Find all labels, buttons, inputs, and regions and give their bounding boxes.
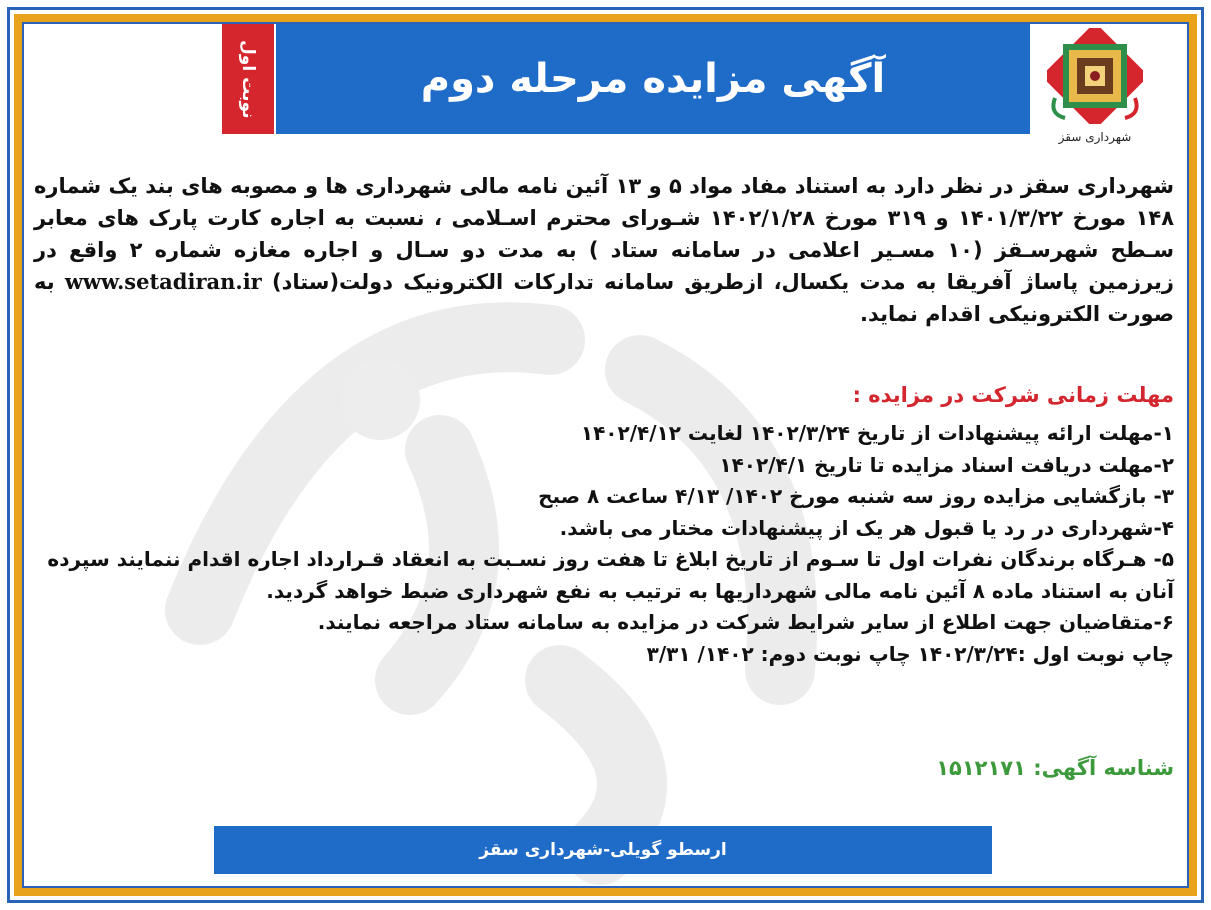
website-link[interactable]: www.setadiran.ir — [64, 269, 262, 294]
condition-item: ۶-متقاضیان جهت اطلاع از سایر شرایط شرکت در مزایده به سامانه ستاد مراجعه نمایند. — [317, 610, 1174, 634]
body-part1: شهرداری سقز در نظر دارد به استناد مفاد مواد ۵ و ۱۳ آئین نامه مالی شهرداری ها و مصوبه های بند یک شماره ۱۴۸ مورخ ۱۴۰۱/۳/۲۲ و ۳۱۹ مورخ ۱۴۰۲/۱/۲۸ شـورای محترم اسـلامی ، نسبت به اجاره کارت پارک های معابر سـطح شهرسـقز (۱۰ مسـیر اعلامی در سامانه ستاد ) به مدت دو سـال و اجاره مغازه شماره ۲ واقع در زیرزمین پاساژ آفریقا به مدت یکسال، ازطریق سامانه تدارکات الکترونیک دولت(ستاد) — [34, 174, 1175, 294]
condition-item: ۳- بازگشایی مزایده روز سه شنبه مورخ ۱۴۰۲/ ۴/۱۳ ساعت ۸ صبح — [538, 484, 1174, 508]
print-round-badge — [222, 24, 274, 134]
footer-credit: ارسطو گویلی-شهرداری سقز — [479, 840, 727, 860]
condition-item: ۱-مهلت ارائه پیشنهادات از تاریخ ۱۴۰۲/۳/۲۴ لغایت ۱۴۰۲/۴/۱۲ — [580, 421, 1174, 445]
logo-caption: شهرداری سقز — [1058, 130, 1132, 144]
conditions-list — [34, 418, 1174, 670]
body-part2: به صورت الکترونیکی اقدام نماید. — [34, 270, 1174, 326]
municipality-emblem-icon — [1047, 28, 1143, 124]
print-dates: چاپ نوبت اول :۱۴۰۲/۳/۲۴ چاپ نوبت دوم: ۱۴۰۲/ ۳/۳۱ — [646, 641, 1174, 666]
deadline-heading: مهلت زمانی شرکت در مزایده : — [852, 383, 1174, 407]
print-round-label: نوبت اول — [238, 39, 258, 119]
footer-banner — [214, 826, 992, 874]
page-title: آگهی مزایده مرحله دوم — [420, 56, 886, 102]
condition-item: ۲-مهلت دریافت اسناد مزایده تا تاریخ ۱۴۰۲/۴/۱ — [719, 452, 1174, 477]
ad-identifier: شناسه آگهی: ۱۵۱۲۱۷۱ — [936, 756, 1174, 780]
municipality-logo — [1040, 28, 1150, 148]
condition-item: ۴-شهرداری در رد یا قبول هر یک از پیشنهادات مختار می باشد. — [559, 515, 1174, 540]
announcement-body — [34, 170, 1174, 330]
condition-item: ۵- هـرگاه برندگان نفرات اول تا سـوم از تاریخ ابلاغ تا هفت روز نسـبت به انعقاد قـرارداد اجاره اقدام ننمایند سپرده آنان به استناد ماده ۸ آئین نامه مالی شهرداریها به ترتیب به نفع شهرداری ضبط خواهد گردید. — [47, 547, 1174, 603]
title-banner — [276, 24, 1030, 134]
announcement-paragraph — [34, 170, 1174, 330]
